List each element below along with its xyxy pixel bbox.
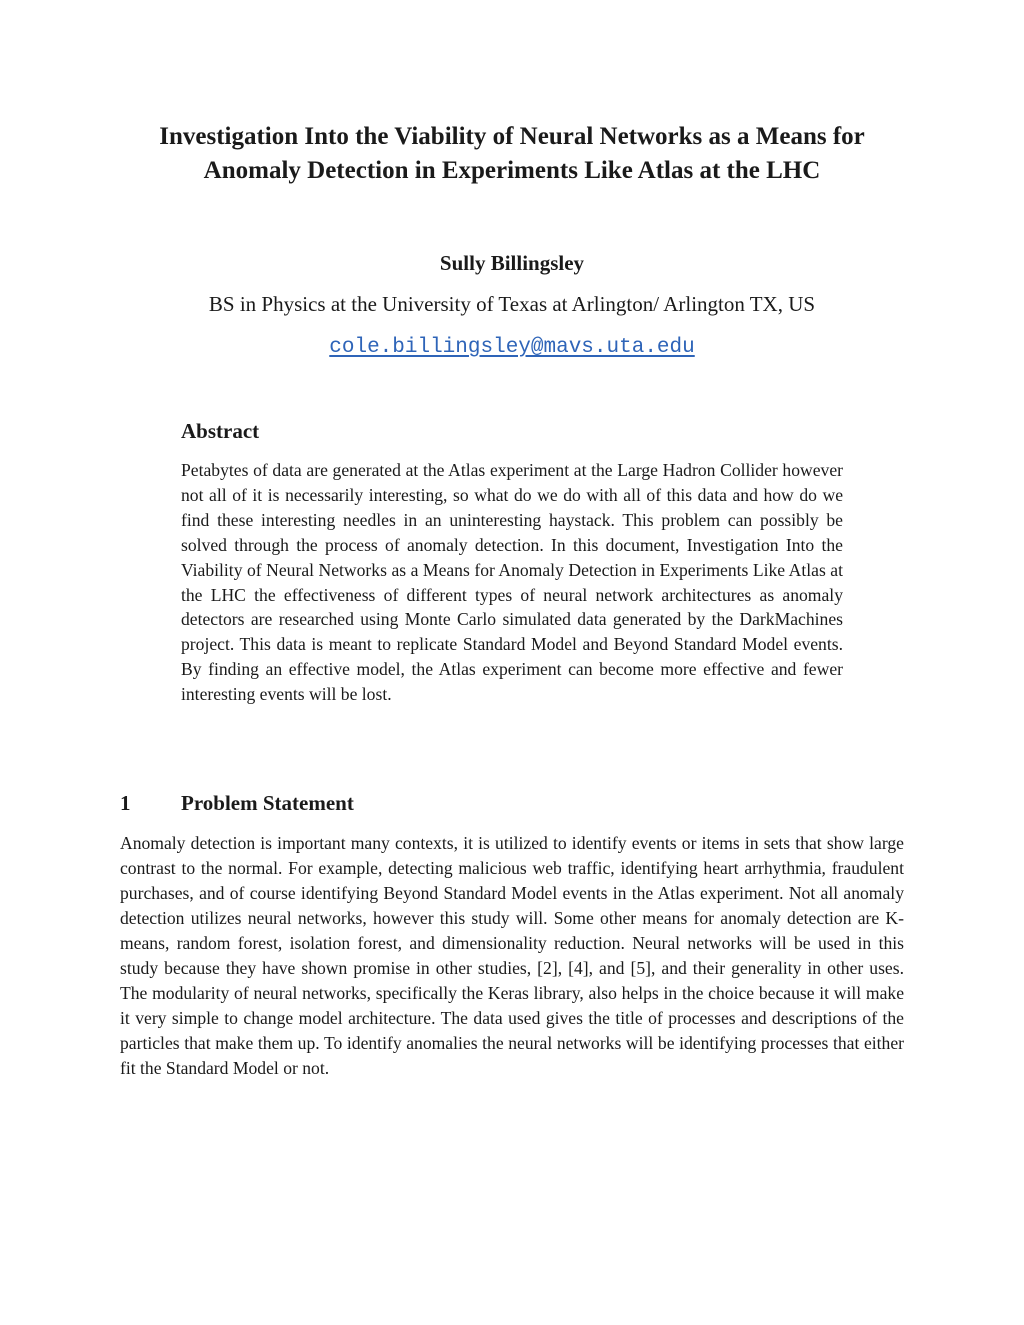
abstract-heading: Abstract [181,419,260,443]
author-affiliation: BS in Physics at the University of Texas at Arlington/ Arlington TX, US [208,292,816,316]
author-name: Sully Billingsley [439,251,585,275]
paper-title [100,120,924,188]
paper-title-line-1: Investigation Into the Viability of Neural Networks as a Means for [159,123,865,150]
section-1-number: 1 [120,791,131,815]
section-1-text: Anomaly detection is important many contexts, it is utilized to identify events or items in sets that show large contrast to the normal. For example, detecting malicious web traffic, identifying heart arrhythmia, fraudulent purchases, and of course identifying Beyond Standard Model events in the Atlas experiment. Not all anomaly detection utilizes neural networks, however this study will. Some other means for anomaly detection are K-means, random forest, isolation forest, and dimensionality reduction. Neural networks will be used in this study because they have shown promise in other studies, [2], [4], and [5], and their generality in other uses. The modularity of neural networks, specifically the Keras library, also helps in the choice because it will make it very simple to change model architecture. The data used gives the title of processes and descriptions of the particles that make them up. To identify anomalies the neural networks will be identifying processes that either fit the Standard Model or not. [120,833,904,1078]
section-1-title: Problem Statement [181,791,354,815]
author-email-link[interactable]: cole.billingsley@mavs.uta.edu [329,336,695,359]
paper-title-line-2: Anomaly Detection in Experiments Like Atlas at the LHC [203,157,821,184]
abstract-text: Petabytes of data are generated at the Atlas experiment at the Large Hadron Collider however not all of it is necessarily interesting, so what do we do with all of this data and how do we find these interesting needles in an uninteresting haystack. This problem can possibly be solved through the process of anomaly detection. In this document, Investigation Into the Viability of Neural Networks as a Means for Anomaly Detection in Experiments Like Atlas at the LHC the effectiveness of different types of neural network architectures as anomaly detectors are researched using Monte Carlo simulated data generated by the DarkMachines project. This data is meant to replicate Standard Model and Beyond Standard Model events. By finding an effective model, the Atlas experiment can become more effective and fewer interesting events will be lost. [181,460,843,705]
author-email-line [0,331,1024,362]
section-1-heading [120,789,354,817]
